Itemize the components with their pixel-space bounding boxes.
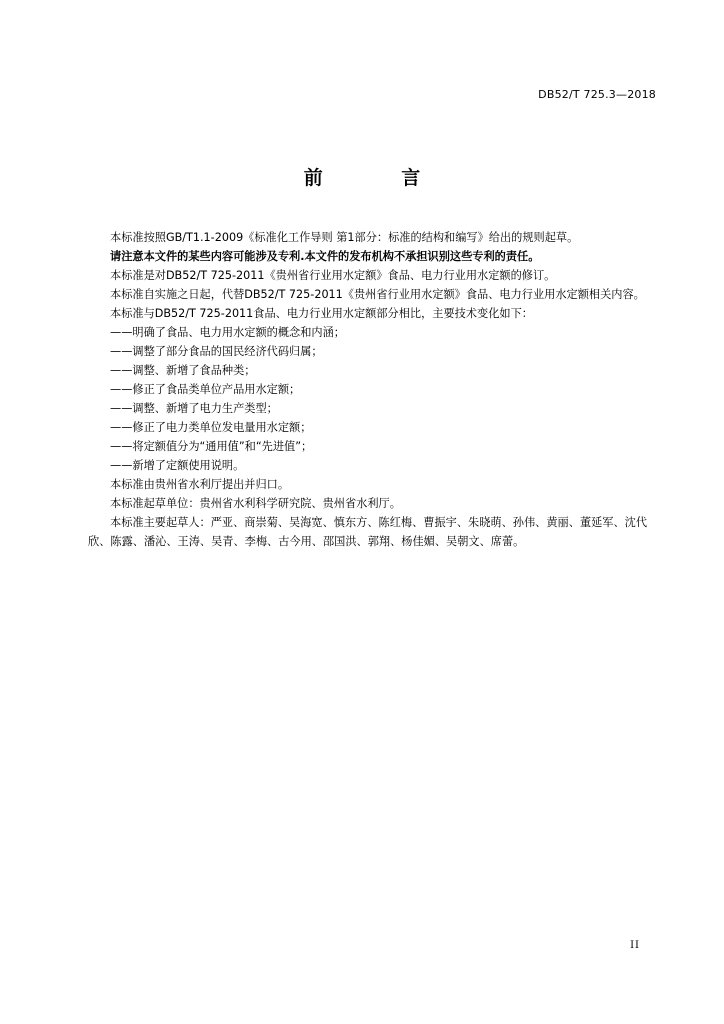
change-item: ——调整了部分食品的国民经济代码归属； [110,345,323,358]
paragraph-drafters: 本标准主要起草人：严亚、商崇菊、吴海宽、慎东方、陈红梅、曹振宇、朱晓萌、孙伟、黄丽、董延军、沈代欣、陈露、潘沁、王涛、吴青、李梅、古今用、邵国洪、郭翔、杨佳媚、吴朝文、席蕾。 [88,516,648,548]
page-number: II [630,940,640,951]
change-item: ——明确了食品、电力用水定额的概念和内涵； [110,326,345,339]
change-item: ——修正了电力类单位发电量用水定额； [110,421,312,434]
page-title: 前 言 [303,167,457,189]
change-item: ——新增了定额使用说明。 [110,459,245,472]
change-item: ——调整、新增了电力生产类型； [110,402,278,415]
paragraph-drafting-units: 本标准起草单位：贵州省水利科学研究院、贵州省水利厅。 [110,497,401,510]
change-item: ——将定额值分为“通用值”和“先进值”； [110,440,313,453]
change-item: ——调整、新增了食品种类； [110,364,256,377]
paragraph-changes-intro: 本标准与DB52/T 725-2011食品、电力行业用水定额部分相比，主要技术变化如下： [110,307,533,320]
foreword-body [88,228,658,551]
paragraph-proposer: 本标准由贵州省水利厅提出并归口。 [110,478,290,491]
paragraph-revision: 本标准是对DB52/T 725-2011《贵州省行业用水定额》食品、电力行业用水定额的修订。 [110,269,556,282]
document-code: DB52/T 725.3—2018 [538,88,656,101]
paragraph-replacement: 本标准自实施之日起，代替DB52/T 725-2011《贵州省行业用水定额》食品、电力行业用水定额相关内容。 [110,288,645,301]
paragraph-drafting-rules: 本标准按照GB/T1.1-2009《标准化工作导则 第1部分：标准的结构和编写》给出的规则起草。 [110,231,579,244]
paragraph-patent-notice: 请注意本文件的某些内容可能涉及专利.本文件的发布机构不承担识别这些专利的责任。 [110,250,540,263]
change-item: ——修正了食品类单位产品用水定额； [110,383,301,396]
